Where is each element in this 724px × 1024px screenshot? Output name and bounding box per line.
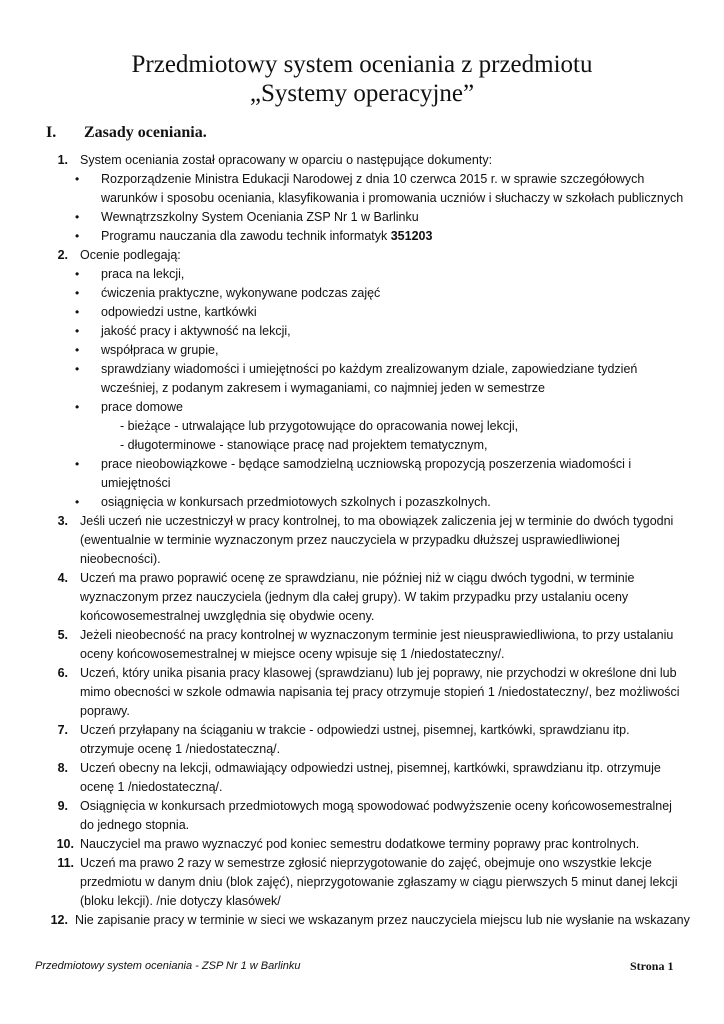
bullet-text: odpowiedzi ustne, kartkówki: [101, 305, 257, 319]
section-number: I.: [46, 124, 57, 141]
bullet-icon: •: [75, 172, 80, 186]
program-text: Programu nauczania dla zawodu technik informatyk: [101, 229, 391, 243]
bullet-icon: •: [75, 305, 80, 319]
item-text: oceny końcowosemestralnej w miejsce oceny wpisuje się 1 /niedostateczny/.: [80, 647, 505, 661]
bullet-text: osiągnięcia w konkursach przedmiotowych szkolnych i pozaszkolnych.: [101, 495, 491, 509]
item-text: końcowosemestralnej uwzględnia się obydwie oceny.: [80, 609, 375, 623]
sub-bullet-text: - długoterminowe - stanowiące pracę nad projektem tematycznym,: [120, 438, 488, 452]
bullet-icon: •: [75, 267, 80, 281]
item-text: Uczeń, który unika pisania pracy klasowej (sprawdzianu) lub jej poprawy, nie przychodzi w określone dni lub: [80, 666, 677, 680]
item-number: 5.: [57, 628, 68, 642]
item-text: mimo obecności w szkole odmawia napisania tej pracy otrzymuje stopień 1 /niedostateczny/, bez możliwości: [80, 685, 680, 699]
item-number: 9.: [57, 799, 68, 813]
bullet-icon: •: [75, 457, 80, 471]
item-text: Jeśli uczeń nie uczestniczył w pracy kontrolnej, to ma obowiązek zaliczenia jej w terminie do dwóch tygodni: [80, 514, 674, 528]
bullet-text: praca na lekcji,: [101, 267, 185, 281]
footer-divider: [35, 950, 689, 951]
footer-page-number: Strona 1: [630, 959, 674, 973]
bullet-icon: •: [75, 210, 80, 224]
item-text: Ocenie podlegają:: [80, 248, 181, 262]
item-text: do jednego stopnia.: [80, 818, 190, 832]
sub-bullet-text: - bieżące - utrwalające lub przygotowujące do opracowania nowej lekcji,: [120, 419, 519, 433]
item-text: poprawy.: [80, 704, 130, 718]
section-heading: [46, 124, 207, 142]
item-text: Nauczyciel ma prawo wyznaczyć pod koniec semestru dodatkowe terminy poprawy prac kontrolnych.: [80, 837, 640, 851]
item-text: Jeżeli nieobecność na pracy kontrolnej w wyznaczonym terminie jest nieusprawiedliwiona, to przy ustalaniu: [80, 628, 674, 642]
item-number: 3.: [57, 514, 68, 528]
program-code: 351203: [390, 229, 433, 243]
bullet-icon: •: [75, 362, 80, 376]
item-text: (bloku lekcji). /nie dotyczy klasówek/: [80, 894, 281, 908]
item-number: 12.: [50, 913, 68, 927]
item-text: Uczeń ma prawo poprawić ocenę ze sprawdzianu, nie później niż w ciągu dwóch tygodni, w terminie: [80, 571, 635, 585]
bullet-icon: •: [75, 286, 80, 300]
item-number: 11.: [57, 856, 74, 870]
bullet-text: [101, 227, 432, 246]
item-text: ocenę 1 /niedostateczną/.: [80, 780, 223, 794]
section-title: Zasady oceniania.: [84, 124, 207, 141]
item-number: 2.: [57, 248, 68, 262]
item-number: 8.: [57, 761, 68, 775]
bullet-text: prace domowe: [101, 400, 183, 414]
item-text: Uczeń przyłapany na ściąganiu w trakcie - odpowiedzi ustnej, pisemnej, kartkówki, sprawdzianu itp.: [80, 723, 630, 737]
item-number: 4.: [57, 571, 68, 585]
bullet-text: warunków i sposobu oceniania, klasyfikowania i promowania uczniów i słuchaczy w szkołach publicznych: [101, 191, 684, 205]
item-text: (ewentualnie w terminie wyznaczonym przez nauczyciela w przypadku dłuższej usprawiedliwionej: [80, 533, 620, 547]
bullet-text: prace nieobowiązkowe - będące samodzielną uczniowską propozycją poszerzenia wiadomości i: [101, 457, 632, 471]
bullet-text: jakość pracy i aktywność na lekcji,: [101, 324, 291, 338]
bullet-text: ćwiczenia praktyczne, wykonywane podczas zajęć: [101, 286, 381, 300]
document-title-line1: Przedmiotowy system oceniania z przedmiotu: [131, 51, 593, 78]
bullet-text: wcześniej, z podanym zakresem i wymaganiami, co najmniej jeden w semestrze: [101, 381, 545, 395]
item-number: 6.: [57, 666, 68, 680]
footer-document-name: Przedmiotowy system oceniania - ZSP Nr 1 w Barlinku: [35, 960, 301, 972]
item-text: System oceniania został opracowany w oparciu o następujące dokumenty:: [80, 153, 493, 167]
bullet-text: Rozporządzenie Ministra Edukacji Narodowej z dnia 10 czerwca 2015 r. w sprawie szczegółowych: [101, 172, 645, 186]
bullet-text: Wewnątrzszkolny System Oceniania ZSP Nr 1 w Barlinku: [101, 210, 419, 224]
item-text: wyznaczonym przez nauczyciela (jednym dla całej grupy). W takim przypadku przy ustalaniu oceny: [80, 590, 629, 604]
document-title-line2: „Systemy operacyjne”: [249, 80, 475, 107]
bullet-icon: •: [75, 343, 80, 357]
item-number: 7.: [57, 723, 68, 737]
item-text: Osiągnięcia w konkursach przedmiotowych mogą spowodować podwyższenie oceny końcowosemestralnej: [80, 799, 672, 813]
item-text: Nie zapisanie pracy w terminie w sieci we wskazanym przez nauczyciela miejscu lub nie wysłanie na wskazany: [75, 913, 690, 927]
item-text: Uczeń ma prawo 2 razy w semestrze zgłosić nieprzygotowanie do zajęć, obejmuje ono wszystkie lekcje: [80, 856, 652, 870]
bullet-icon: •: [75, 495, 80, 509]
bullet-text: sprawdziany wiadomości i umiejętności po każdym zrealizowanym dziale, zapowiedziane tydzień: [101, 362, 638, 376]
bullet-icon: •: [75, 324, 80, 338]
bullet-icon: •: [75, 229, 80, 243]
item-text: otrzymuje ocenę 1 /niedostateczną/.: [80, 742, 281, 756]
bullet-text: umiejętności: [101, 476, 171, 490]
item-text: nieobecności).: [80, 552, 161, 566]
bullet-icon: •: [75, 400, 80, 414]
item-text: przedmiotu w danym dniu (blok zajęć), nieprzygotowanie zgłaszamy w ciągu pierwszych 5 minut danej lekcji: [80, 875, 678, 889]
item-text: Uczeń obecny na lekcji, odmawiający odpowiedzi ustnej, pisemnej, kartkówki, sprawdzianu itp. otrzymuje: [80, 761, 661, 775]
item-number: 10.: [56, 837, 74, 851]
bullet-text: współpraca w grupie,: [101, 343, 219, 357]
item-number: 1.: [57, 153, 68, 167]
